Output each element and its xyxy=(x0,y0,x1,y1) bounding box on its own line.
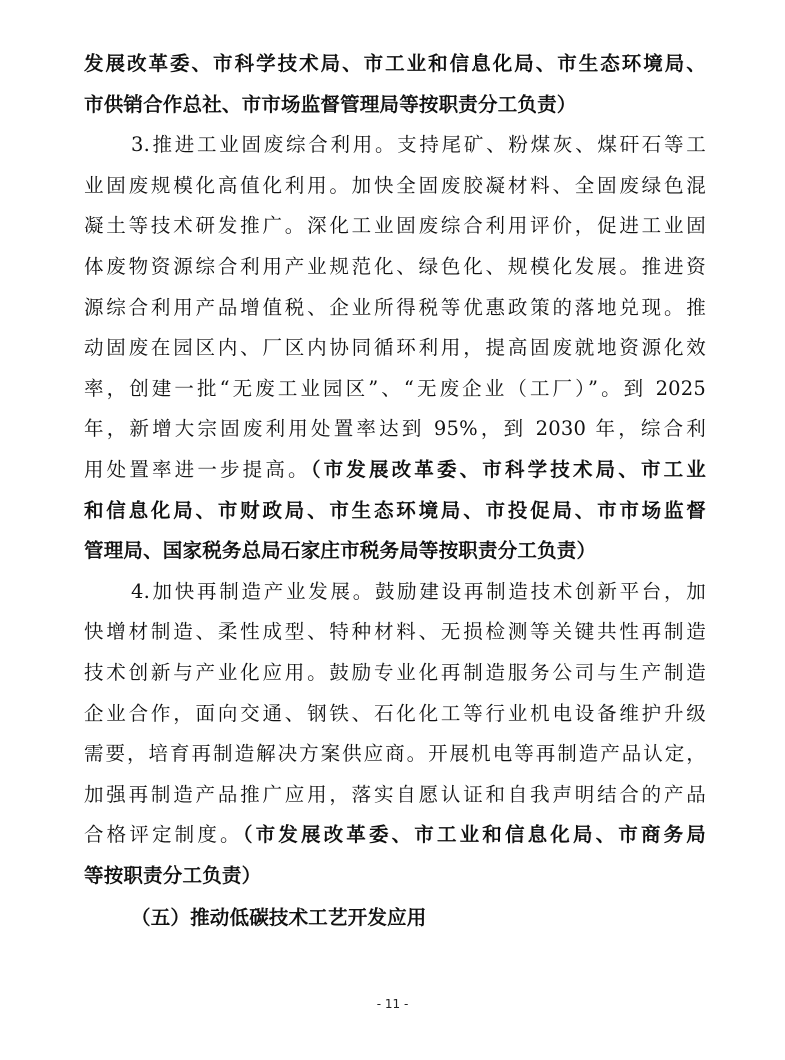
text-line xyxy=(84,206,706,247)
text-line xyxy=(84,734,706,775)
line-text: 年，新增大宗固废利用处置率达到 95%，到 2030 年，综合利 xyxy=(84,417,706,441)
line-text: 技术创新与产业化应用。鼓励专业化再制造服务公司与生产制造 xyxy=(84,660,706,684)
text-line xyxy=(84,775,706,816)
line-text: 3.推进工业固废综合利用。支持尾矿、粉煤灰、煤矸石等工 xyxy=(131,133,706,157)
text-line xyxy=(84,653,706,694)
page-number: - 11 - xyxy=(376,997,409,1011)
text-line xyxy=(84,531,706,572)
line-text: （五）推动低碳技术工艺开发应用 xyxy=(131,906,427,930)
line-text: 等按职责分工负责） xyxy=(84,863,262,887)
line-text: 动固废在园区内、厂区内协同循环利用，提高固废就地资源化效 xyxy=(84,336,706,360)
line-text: 管理局、国家税务总局石家庄市税务局等按职责分工负责） xyxy=(84,539,597,563)
text-line xyxy=(84,125,706,166)
text-line xyxy=(84,409,706,450)
line-text: 率，创建一批“无废工业园区”、“无废企业（工厂）”。到 2025 xyxy=(84,376,706,400)
text-line xyxy=(84,694,706,735)
document-body xyxy=(84,44,706,939)
line-text: 加强再制造产品推广应用，落实自愿认证和自我声明结合的产品 xyxy=(84,782,706,806)
line-text: 业固废规模化高值化利用。加快全固废胶凝材料、全固废绿色混 xyxy=(84,173,706,197)
line-text: 源综合利用产品增值税、企业所得税等优惠政策的落地兑现。推 xyxy=(84,295,706,319)
text-line xyxy=(84,572,706,613)
line-text: 体废物资源综合利用产业规范化、绿色化、规模化发展。推进资 xyxy=(84,254,706,278)
line-text: 市供销合作总社、市市场监督管理局等按职责分工负责） xyxy=(84,92,577,116)
line-text-bold: （市发展改革委、市科学技术局、市工业 xyxy=(310,457,706,481)
text-line xyxy=(84,856,706,897)
text-line xyxy=(84,491,706,532)
text-line xyxy=(84,450,706,491)
line-text: 4.加快再制造产业发展。鼓励建设再制造技术创新平台，加 xyxy=(131,579,706,603)
text-line xyxy=(84,612,706,653)
text-line xyxy=(84,247,706,288)
text-line xyxy=(84,44,706,85)
line-text: 凝土等技术研发推广。深化工业固废综合利用评价，促进工业固 xyxy=(84,214,706,238)
line-text: 企业合作，面向交通、钢铁、石化化工等行业机电设备维护升级 xyxy=(84,701,706,725)
line-text: 和信息化局、市财政局、市生态环境局、市投促局、市市场监督 xyxy=(84,498,706,522)
text-line xyxy=(84,166,706,207)
line-text: 合格评定制度。 xyxy=(84,823,243,847)
text-line xyxy=(84,288,706,329)
line-text: 用处置率进一步提高。 xyxy=(84,457,311,481)
line-text: 快增材制造、柔性成型、特种材料、无损检测等关键共性再制造 xyxy=(84,620,706,644)
line-text: 需要，培育再制造解决方案供应商。开展机电等再制造产品认定， xyxy=(84,742,706,766)
line-text: 发展改革委、市科学技术局、市工业和信息化局、市生态环境局、 xyxy=(84,52,706,75)
text-line xyxy=(84,898,706,939)
text-line xyxy=(84,328,706,369)
text-line xyxy=(84,369,706,410)
text-line xyxy=(84,85,706,126)
line-text-bold: （市发展改革委、市工业和信息化局、市商务局 xyxy=(242,823,707,847)
text-line xyxy=(84,815,706,856)
